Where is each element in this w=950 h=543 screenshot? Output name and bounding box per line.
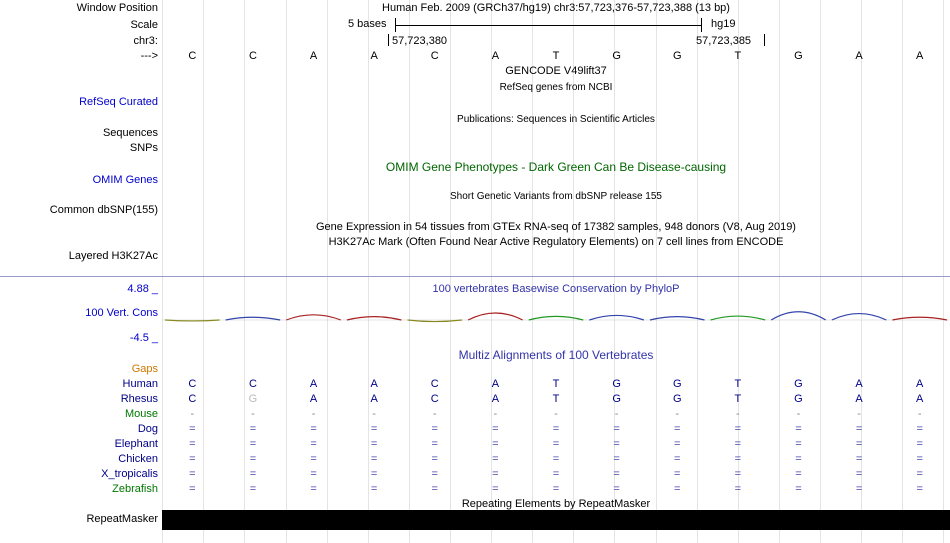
sequence-base: = bbox=[431, 453, 438, 465]
sequence-base: = bbox=[855, 438, 863, 450]
sequence-base: C bbox=[248, 378, 257, 390]
sequence-base: A bbox=[309, 378, 318, 390]
label-cons-min: -4.5 _ bbox=[129, 332, 158, 344]
ruler-base: A bbox=[916, 50, 924, 62]
sequence-base: - bbox=[554, 408, 558, 420]
sequence-base: = bbox=[249, 483, 257, 495]
scale-bases-label: 5 bases bbox=[348, 18, 387, 30]
species-label-elephant[interactable]: Elephant bbox=[114, 438, 158, 450]
label-cons-max: 4.88 _ bbox=[127, 283, 158, 295]
sequence-base: = bbox=[674, 468, 681, 480]
scale-bar-tick-left bbox=[395, 18, 396, 32]
sequence-base: = bbox=[552, 468, 560, 480]
sequence-base: = bbox=[552, 423, 560, 435]
sequence-base: = bbox=[249, 453, 257, 465]
sequence-base: T bbox=[734, 378, 742, 390]
track-label-column bbox=[0, 0, 162, 543]
sequence-base: - bbox=[675, 408, 680, 420]
sequence-base: = bbox=[492, 438, 499, 450]
ruler-base: G bbox=[612, 50, 621, 62]
sequence-base: = bbox=[795, 423, 802, 435]
sequence-base: = bbox=[674, 483, 681, 495]
coord-label-right: 57,723,385 bbox=[696, 35, 752, 47]
scale-bar-line bbox=[395, 25, 701, 26]
sequence-base: T bbox=[552, 378, 560, 390]
repeatmasker-bar bbox=[162, 510, 950, 530]
sequence-base: = bbox=[734, 468, 742, 480]
label-scale: Scale bbox=[130, 19, 158, 31]
sequence-base: = bbox=[674, 453, 681, 465]
gtex-track-title: Gene Expression in 54 tissues from GTEx RNA-seq of 17382 samples, 948 donors (V8, Aug 2019) bbox=[316, 221, 796, 233]
sequence-base: = bbox=[734, 423, 742, 435]
sequence-base: A bbox=[855, 378, 863, 390]
sequence-base: = bbox=[492, 423, 499, 435]
scale-bar-tick-right bbox=[701, 18, 702, 32]
sequence-base: - bbox=[917, 408, 922, 420]
sequence-base: = bbox=[855, 483, 863, 495]
sequence-base: = bbox=[370, 483, 378, 495]
sequence-base: = bbox=[310, 453, 317, 465]
sequence-base: A bbox=[370, 378, 378, 390]
sequence-base: = bbox=[795, 453, 802, 465]
label-vert-cons[interactable]: 100 Vert. Cons bbox=[85, 307, 158, 319]
sequence-base: = bbox=[613, 423, 620, 435]
sequence-base: - bbox=[432, 408, 437, 420]
coord-tick-right bbox=[764, 34, 765, 46]
sequence-base: = bbox=[249, 423, 257, 435]
sequence-base: = bbox=[431, 423, 438, 435]
dbsnp-track-title: Short Genetic Variants from dbSNP release 155 bbox=[450, 191, 662, 202]
sequence-base: = bbox=[310, 483, 317, 495]
label-repeatmasker[interactable]: RepeatMasker bbox=[86, 513, 158, 525]
sequence-base: - bbox=[493, 408, 498, 420]
ruler-base: A bbox=[370, 50, 378, 62]
sequence-base: = bbox=[734, 483, 742, 495]
species-label-chicken[interactable]: Chicken bbox=[118, 453, 158, 465]
ruler-base: G bbox=[672, 50, 682, 62]
sequence-base: T bbox=[552, 393, 560, 405]
sequence-base: - bbox=[372, 408, 376, 420]
sequence-base: = bbox=[431, 468, 438, 480]
ruler-base: A bbox=[309, 50, 318, 62]
sequence-base: = bbox=[310, 468, 317, 480]
assembly-name-label: hg19 bbox=[711, 18, 736, 30]
label-window-position: Window Position bbox=[76, 2, 158, 14]
sequence-base: A bbox=[309, 393, 318, 405]
omim-track-title: OMIM Gene Phenotypes - Dark Green Can Be Disease-causing bbox=[385, 160, 727, 174]
species-label-dog[interactable]: Dog bbox=[137, 423, 158, 435]
sequence-base: G bbox=[794, 378, 803, 390]
sequence-base: = bbox=[249, 468, 257, 480]
label-refseq-curated[interactable]: RefSeq Curated bbox=[79, 96, 158, 108]
gencode-track-title: GENCODE V49lift37 bbox=[505, 65, 607, 77]
sequence-base: G bbox=[612, 378, 621, 390]
ruler-base: A bbox=[855, 50, 863, 62]
ruler-base: T bbox=[552, 50, 560, 62]
ruler-base: C bbox=[430, 50, 439, 62]
sequence-base: A bbox=[491, 393, 500, 405]
sequence-base: = bbox=[795, 468, 802, 480]
sequence-base: = bbox=[613, 483, 620, 495]
label-common-dbsnp[interactable]: Common dbSNP(155) bbox=[49, 204, 158, 216]
label-snps[interactable]: SNPs bbox=[129, 142, 158, 154]
sequence-base: = bbox=[795, 438, 802, 450]
refseq-track-title: RefSeq genes from NCBI bbox=[499, 82, 613, 93]
sequence-base: - bbox=[311, 408, 316, 420]
sequence-base: = bbox=[431, 438, 438, 450]
sequence-base: = bbox=[674, 438, 681, 450]
sequence-base: T bbox=[734, 393, 742, 405]
sequence-base: C bbox=[430, 378, 439, 390]
sequence-base: = bbox=[370, 453, 378, 465]
sequence-base: = bbox=[370, 468, 378, 480]
sequence-base: = bbox=[189, 453, 196, 465]
sequence-base: = bbox=[310, 438, 317, 450]
sequence-base: G bbox=[794, 393, 803, 405]
label-gaps[interactable]: Gaps bbox=[131, 363, 158, 375]
sequence-base: = bbox=[189, 483, 196, 495]
sequence-base: = bbox=[795, 483, 802, 495]
sequence-base: = bbox=[613, 468, 620, 480]
conservation-wiggle bbox=[162, 300, 950, 340]
sequence-base: = bbox=[189, 468, 196, 480]
sequence-base: A bbox=[370, 393, 378, 405]
species-label-rhesus[interactable]: Rhesus bbox=[120, 393, 158, 405]
sequence-base: = bbox=[916, 423, 923, 435]
sequence-base: A bbox=[491, 378, 500, 390]
species-label-x_tropicalis[interactable]: X_tropicalis bbox=[101, 468, 158, 480]
sequence-base: - bbox=[736, 408, 740, 420]
coord-tick-left bbox=[388, 34, 389, 46]
sequence-base: - bbox=[251, 408, 255, 420]
species-label-zebrafish[interactable]: Zebrafish bbox=[112, 483, 158, 495]
coord-label-left: 57,723,380 bbox=[392, 35, 448, 47]
sequence-base: - bbox=[796, 408, 801, 420]
label-layered-h3k27ac[interactable]: Layered H3K27Ac bbox=[68, 250, 158, 262]
species-label-human[interactable]: Human bbox=[122, 378, 158, 390]
ruler-base: A bbox=[491, 50, 500, 62]
sequence-base: = bbox=[431, 483, 438, 495]
ruler-base: C bbox=[188, 50, 197, 62]
sequence-base: - bbox=[857, 408, 861, 420]
sequence-base: = bbox=[855, 453, 863, 465]
sequence-base: = bbox=[674, 423, 681, 435]
sequence-base: = bbox=[310, 423, 317, 435]
sequence-base: = bbox=[613, 438, 620, 450]
sequence-base: = bbox=[916, 438, 923, 450]
ruler-base: C bbox=[248, 50, 257, 62]
sequence-base: G bbox=[672, 378, 682, 390]
h3k27ac-track-title: H3K27Ac Mark (Often Found Near Active Regulatory Elements) on 7 cell lines from ENCODE bbox=[328, 236, 784, 248]
sequence-base: A bbox=[916, 393, 924, 405]
sequence-base: = bbox=[613, 453, 620, 465]
assembly-position-text: Human Feb. 2009 (GRCh37/hg19) chr3:57,723,376-57,723,388 (13 bp) bbox=[382, 2, 730, 14]
label-chrom: chr3: bbox=[133, 35, 158, 47]
phylop-track-title: 100 vertebrates Basewise Conservation by PhyloP bbox=[432, 283, 680, 295]
sequence-base: = bbox=[370, 438, 378, 450]
sequence-base: G bbox=[672, 393, 682, 405]
label-omim-genes[interactable]: OMIM Genes bbox=[92, 174, 158, 186]
sequence-base: A bbox=[916, 378, 924, 390]
sequence-base: = bbox=[734, 438, 742, 450]
label-sequences[interactable]: Sequences bbox=[102, 127, 158, 139]
sequence-base: = bbox=[552, 453, 560, 465]
sequence-base: G bbox=[612, 393, 621, 405]
sequence-base: C bbox=[188, 393, 197, 405]
sequence-base: = bbox=[492, 453, 499, 465]
sequence-base: G bbox=[248, 393, 258, 405]
sequence-base: = bbox=[249, 438, 257, 450]
publications-track-title: Publications: Sequences in Scientific Articles bbox=[457, 114, 655, 125]
sequence-base: = bbox=[492, 468, 499, 480]
sequence-base: = bbox=[734, 453, 742, 465]
species-label-mouse[interactable]: Mouse bbox=[124, 408, 158, 420]
sequence-base: = bbox=[916, 483, 923, 495]
ruler-base: T bbox=[734, 50, 742, 62]
sequence-base: C bbox=[430, 393, 439, 405]
repeatmasker-track-title: Repeating Elements by RepeatMasker bbox=[461, 498, 651, 510]
sequence-base: = bbox=[492, 483, 499, 495]
sequence-base: = bbox=[370, 423, 378, 435]
sequence-base: = bbox=[916, 453, 923, 465]
ruler-base: G bbox=[794, 50, 803, 62]
sequence-base: - bbox=[190, 408, 195, 420]
sequence-base: = bbox=[189, 438, 196, 450]
sequence-base: = bbox=[855, 468, 863, 480]
sequence-base: = bbox=[552, 438, 560, 450]
sequence-base: = bbox=[855, 423, 863, 435]
label-strand-arrow: ---> bbox=[140, 50, 158, 62]
sequence-base: A bbox=[855, 393, 863, 405]
sequence-base: = bbox=[552, 483, 560, 495]
multiz-track-title: Multiz Alignments of 100 Vertebrates bbox=[458, 348, 654, 362]
sequence-base: - bbox=[614, 408, 619, 420]
sequence-base: C bbox=[188, 378, 197, 390]
sequence-base: = bbox=[189, 423, 196, 435]
sequence-base: = bbox=[916, 468, 923, 480]
track-data-panel[interactable] bbox=[162, 0, 950, 543]
